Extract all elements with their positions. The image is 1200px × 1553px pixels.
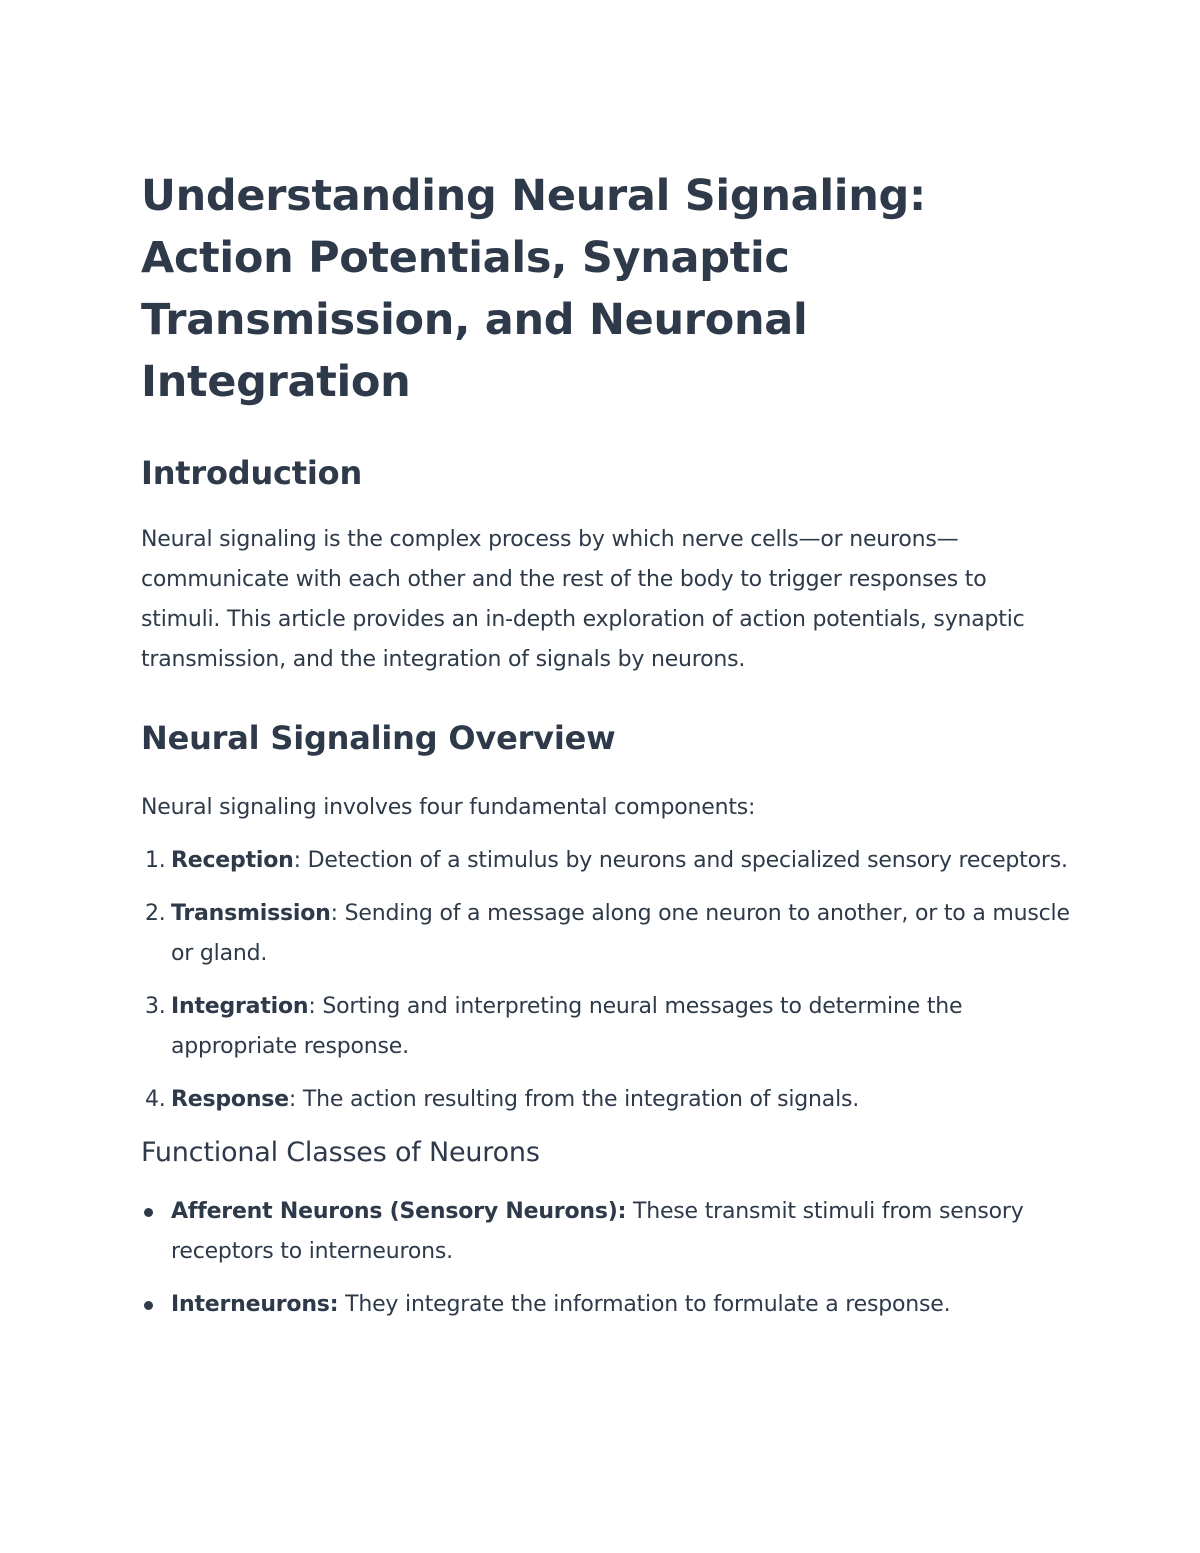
list-text: Sorting and interpreting neural messages to determine the appropriate response. [171, 994, 963, 1059]
overview-heading: Neural Signaling Overview [141, 719, 616, 757]
list-text: They integrate the information to formulate a response. [338, 1292, 951, 1317]
document-page [141, 165, 1071, 1338]
bullet-icon [144, 1301, 153, 1310]
list-term-separator: : [293, 848, 301, 873]
bullet-icon [144, 1208, 153, 1217]
list-text: Sending of a message along one neuron to another, or to a muscle or gland. [171, 901, 1070, 966]
list-text: These transmit stimuli from sensory receptors to interneurons. [171, 1199, 1024, 1264]
list-term-separator: : [288, 1087, 297, 1112]
list-number: 4. [145, 1087, 166, 1112]
list-number: 3. [145, 994, 166, 1019]
introduction-heading: Introduction [141, 454, 363, 492]
list-term-separator: : [308, 994, 316, 1019]
overview-lead: Neural signaling involves four fundamental components: [141, 795, 756, 820]
list-item [141, 894, 1071, 974]
list-item [141, 1285, 1071, 1325]
list-item [141, 1080, 1071, 1120]
list-term: Transmission [171, 901, 331, 926]
list-term: Interneurons: [171, 1292, 339, 1317]
list-number: 2. [145, 901, 166, 926]
document-title: Understanding Neural Signaling: Action Potentials, Synaptic Transmission, and Neuronal Integration [141, 171, 926, 407]
list-item [141, 841, 1071, 881]
functional-classes-heading: Functional Classes of Neurons [141, 1137, 540, 1168]
list-term-separator: : [330, 901, 338, 926]
list-text: The action resulting from the integration of signals. [296, 1087, 860, 1112]
list-item [141, 1192, 1071, 1272]
introduction-paragraph: Neural signaling is the complex process by which nerve cells—or neurons—communicate with each other and the rest of the body to trigger responses to stimuli. This article provides an in-depth exploration of action potentials, synaptic transmission, and the integration of signals by neurons. [141, 527, 1025, 672]
neuron-classes-list [141, 1192, 1071, 1325]
list-term: Reception [171, 848, 294, 873]
list-term: Integration [171, 994, 309, 1019]
list-text: Detection of a stimulus by neurons and specialized sensory receptors. [300, 848, 1068, 873]
list-term: Response [171, 1087, 289, 1112]
list-term: Afferent Neurons (Sensory Neurons): [171, 1199, 627, 1224]
list-item [141, 987, 1071, 1067]
list-number: 1. [145, 848, 166, 873]
components-list [141, 841, 1071, 1120]
